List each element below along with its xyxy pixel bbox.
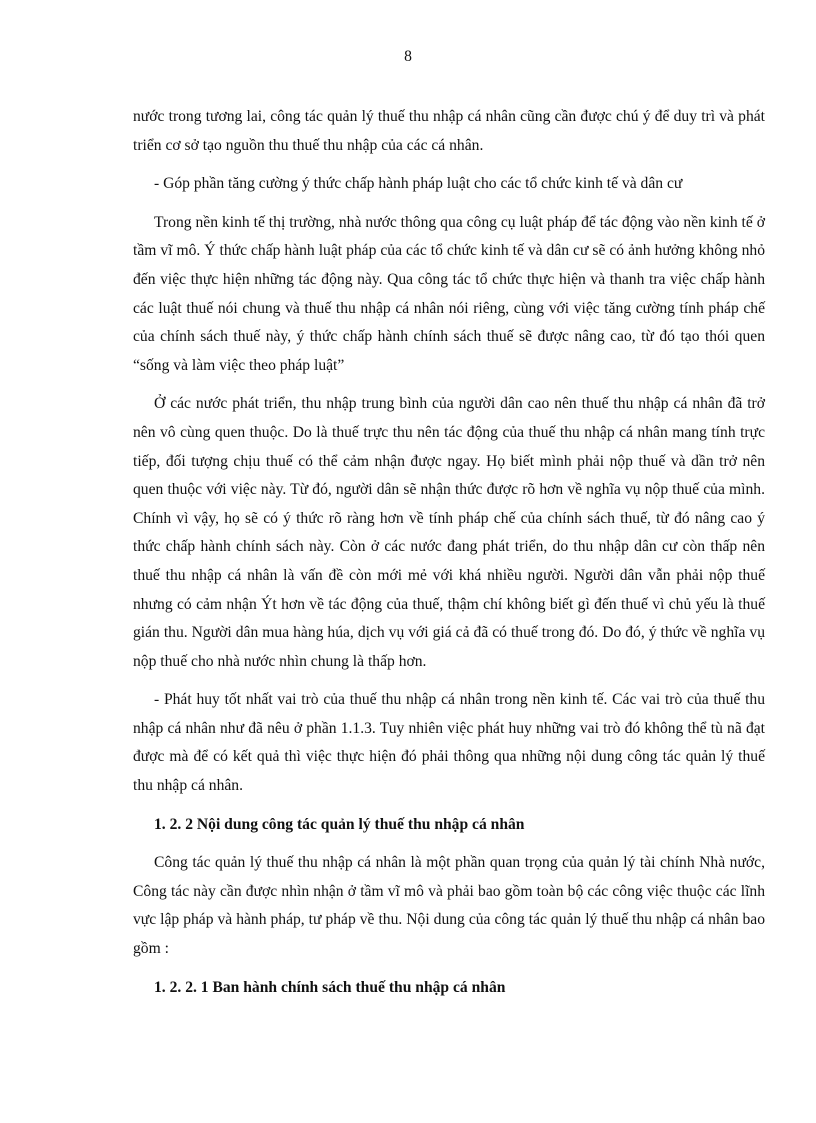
paragraph: nước trong tương lai, công tác quản lý thuế thu nhập cá nhân cũng cần được chú ý để duy trì và phát triển cơ sở tạo nguồn thu thuế thu nhập của các cá nhân. bbox=[133, 108, 765, 154]
section-heading: 1. 2. 2 Nội dung công tác quản lý thuế thu nhập cá nhân bbox=[154, 815, 525, 833]
document-body bbox=[133, 103, 765, 1012]
paragraph: - Phát huy tốt nhất vai trò của thuế thu nhập cá nhân trong nền kinh tế. Các vai trò của thuế thu nhập cá nhân như đã nêu ở phần 1.1.3. Tuy nhiên việc phát huy những vai trò đó không thể tù nã đạt được mà để có kết quả thì việc thực hiện đó phải thông qua những nội dung công tác quản lý thuế thu nhập cá nhân. bbox=[133, 691, 765, 795]
paragraph: Công tác quản lý thuế thu nhập cá nhân là một phần quan trọng của quản lý tài chính Nhà nước, Công tác này cần được nhìn nhận ở tầm vĩ mô và phải bao gồm toàn bộ các công việc thuộc các lĩnh vực lập pháp và hành pháp, tư pháp về thu. Nội dung của công tác quản lý thuế thu nhập cá nhân bao gồm : bbox=[133, 854, 765, 958]
subsection-heading: 1. 2. 2. 1 Ban hành chính sách thuế thu nhập cá nhân bbox=[154, 978, 506, 996]
paragraph: Ở các nước phát triển, thu nhập trung bình của người dân cao nên thuế thu nhập cá nhân đã trở nên vô cùng quen thuộc. Do là thuế trực thu nên tác động của thuế thu nhập cá nhân mang tính trực tiếp, đối tượng chịu thuế có thể cảm nhận được ngay. Họ biết mình phải nộp thuế và dần trở nên quen thuộc với việc này. Từ đó, người dân sẽ nhận thức được rõ hơn về nghĩa vụ nộp thuế của mình. Chính vì vậy, họ sẽ có ý thức rõ ràng hơn về tính pháp chế của chính sách thuế, từ đó nâng cao ý thức chấp hành chính sách này. Còn ở các nước đang phát triển, do thu nhập dân cư còn thấp nên thuế thu nhập cá nhân là vấn đề còn mới mẻ với khá nhiều người. Người dân vẫn phải nộp thuế nhưng có cảm nhận Ýt hơn về tác động của thuế, thậm chí không biết gì đến thuế vì chủ yếu là thuế gián thu. Người dân mua hàng húa, dịch vụ với giá cả đã có thuế trong đó. Do đó, ý thức về nghĩa vụ nộp thuế cho nhà nước nhìn chung là thấp hơn. bbox=[133, 395, 765, 670]
page-number: 8 bbox=[404, 48, 412, 65]
paragraph: - Góp phần tăng cường ý thức chấp hành pháp luật cho các tổ chức kinh tế và dân cư bbox=[154, 175, 683, 193]
paragraph: Trong nền kinh tế thị trường, nhà nước thông qua công cụ luật pháp để tác động vào nền kinh tế ở tầm vĩ mô. Ý thức chấp hành luật pháp của các tổ chức kinh tế và dân cư sẽ có ảnh hưởng không nhỏ đến việc thực hiện những tác động này. Qua công tác tổ chức thực hiện và thanh tra việc chấp hành các luật thuế nói chung và thuế thu nhập cá nhân nói riêng, cùng với việc tăng cường tính pháp chế của chính sách thuế này, ý thức chấp hành chính sách thuế sẽ được nâng cao, từ đó tạo thói quen “sống và làm việc theo pháp luật” bbox=[133, 213, 765, 374]
